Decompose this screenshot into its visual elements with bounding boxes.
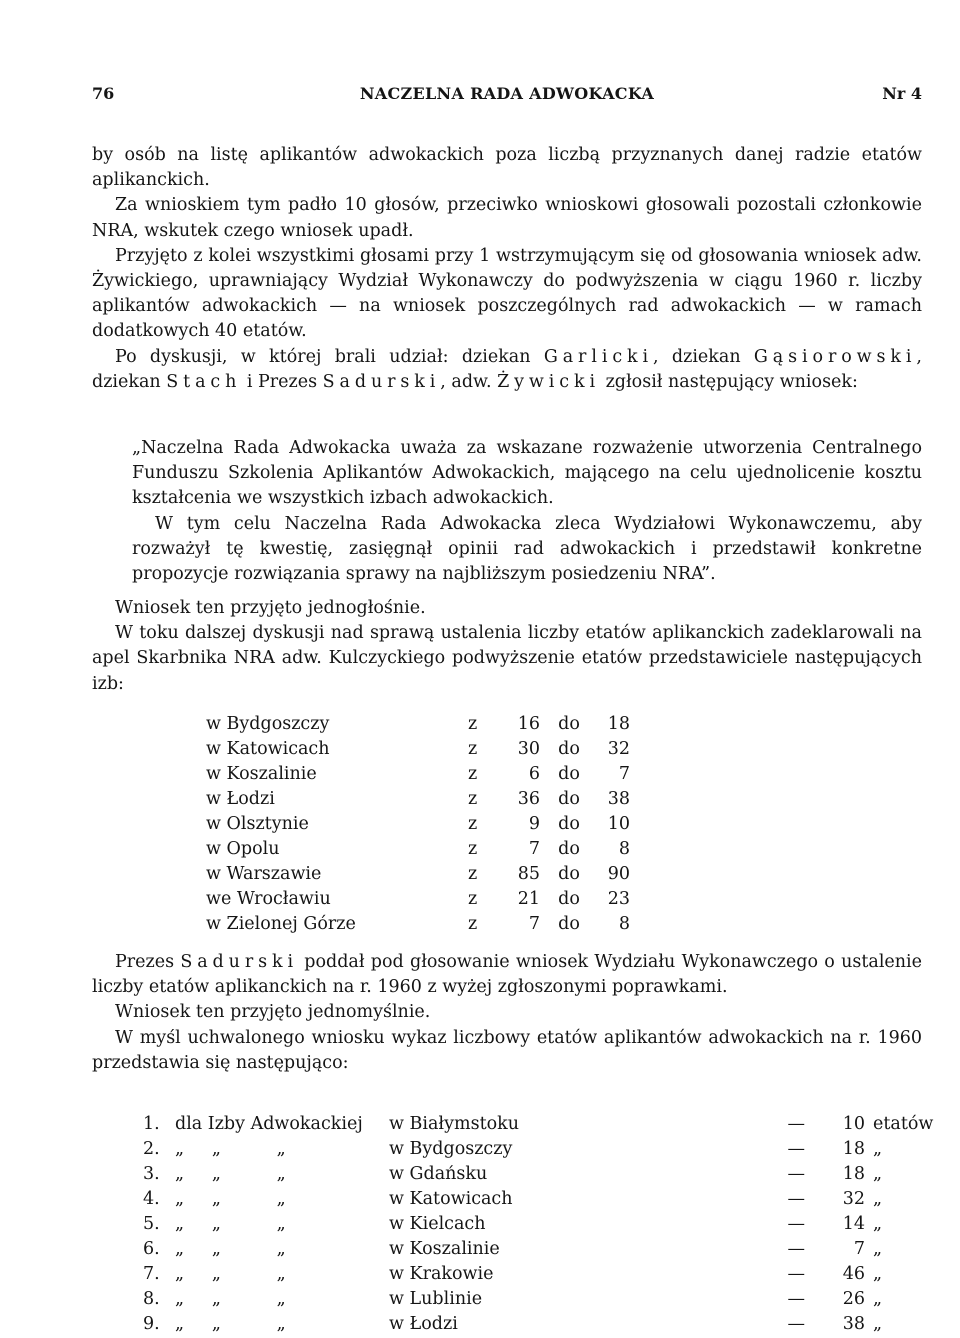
from-word: z: [468, 864, 478, 885]
quota-value: 18: [842, 1138, 865, 1159]
item-number: 9.: [143, 1314, 160, 1335]
from-value: 7: [528, 914, 540, 935]
list-item: [143, 1211, 933, 1236]
chamber-name: w Koszalinie: [206, 763, 317, 784]
paragraph-2: Za wnioskiem tym padło 10 głosów, przeciwko wnioskowi głosowali pozostali członkowie NRA, wskutek czego wniosek upadł.: [92, 195, 922, 241]
to-value: 10: [607, 813, 630, 834]
text-block-top: [92, 143, 922, 395]
table-row: [206, 786, 630, 811]
paragraph-1: by osób na listę aplikantów adwokackich poza liczbą przyznanych danej radzie etatów aplikanckich.: [92, 145, 922, 191]
chamber-prefix: „ „ „: [175, 1188, 286, 1209]
quota-value: 38: [842, 1314, 865, 1335]
to-value: 8: [618, 839, 630, 860]
from-value: 85: [517, 864, 540, 885]
quote-paragraph-1: „Naczelna Rada Adwokacka uważa za wskazane rozważenie utworzenia Centralnego Funduszu Szkolenia Aplikantów Adwokackich, mającego na celu ujednolicenie kosztu kształcenia we wszystkich izbach adwokackich.: [132, 438, 922, 509]
running-header: [92, 84, 922, 108]
to-word: do: [558, 813, 580, 834]
p4-text: , adw.: [440, 371, 498, 392]
chamber-name: w Katowicach: [206, 738, 330, 759]
chamber-place: w Katowicach: [389, 1188, 513, 1209]
list-item: [143, 1186, 933, 1211]
p4-text: zgłosił następujący wniosek:: [600, 371, 858, 392]
table-row: [206, 761, 630, 786]
to-word: do: [558, 889, 580, 910]
table-row: [206, 736, 630, 761]
item-number: 6.: [143, 1239, 160, 1260]
chamber-place: w Krakowie: [389, 1264, 494, 1285]
dash: —: [787, 1138, 805, 1159]
to-word: do: [558, 763, 580, 784]
chamber-prefix: „ „ „: [175, 1138, 286, 1159]
to-word: do: [558, 839, 580, 860]
to-value: 38: [607, 788, 630, 809]
from-value: 7: [528, 839, 540, 860]
dash: —: [787, 1289, 805, 1310]
name-stach: Stach: [166, 371, 242, 392]
item-number: 3.: [143, 1163, 160, 1184]
p4-text: , dziekan: [92, 346, 922, 392]
chamber-prefix: „ „ „: [175, 1239, 286, 1260]
chamber-prefix: „ „ „: [175, 1314, 286, 1335]
chamber-place: w Bydgoszczy: [389, 1138, 513, 1159]
list-item: [143, 1287, 933, 1312]
item-number: 4.: [143, 1188, 160, 1209]
chamber-name: w Zielonej Górze: [206, 914, 356, 935]
name-sadurski: Sadurski: [322, 371, 441, 392]
quota-unit: „: [873, 1188, 883, 1209]
table-row: [206, 887, 630, 912]
paragraph-8: Wniosek ten przyjęto jednomyślnie.: [115, 1002, 431, 1023]
list-item: [143, 1262, 933, 1287]
chamber-name: w Bydgoszczy: [206, 713, 330, 734]
chamber-place: w Lublinie: [389, 1289, 483, 1310]
to-word: do: [558, 738, 580, 759]
table-row: [206, 836, 630, 861]
to-word: do: [558, 713, 580, 734]
quota-unit: „: [873, 1213, 883, 1234]
p4-text: Po dyskusji, w której brali udział: dziekan: [115, 346, 544, 367]
table-row: [206, 862, 630, 887]
name-gasiorowski: Gąsiorowski: [753, 346, 917, 367]
quota-unit: „: [873, 1163, 883, 1184]
dash: —: [787, 1314, 805, 1335]
quote-paragraph-2: W tym celu Naczelna Rada Adwokacka zleca Wydziałowi Wykonawczemu, aby rozważył tę kwestię, zasięgnął opinii rad adwokackich i przedstawił konkretne propozycje rozwiązania sprawy na najbliższym posiedzeniu NRA”.: [132, 513, 922, 585]
issue-number: Nr 4: [882, 84, 922, 103]
increase-table: [206, 711, 630, 937]
quota-value: 7: [853, 1239, 865, 1260]
to-value: 90: [607, 864, 630, 885]
quota-value: 18: [842, 1163, 865, 1184]
name-zywicki: Żywicki: [497, 371, 601, 392]
from-value: 9: [528, 813, 540, 834]
from-value: 30: [517, 738, 540, 759]
chamber-place: w Białymstoku: [389, 1113, 520, 1134]
paragraph-7: [92, 950, 922, 1000]
from-word: z: [468, 763, 478, 784]
quota-value: 26: [842, 1289, 865, 1310]
chamber-prefix: „ „ „: [175, 1289, 286, 1310]
list-item: [143, 1161, 933, 1186]
chamber-name: w Warszawie: [206, 864, 322, 885]
from-word: z: [468, 713, 478, 734]
name-garlicki: Garlicki: [543, 346, 654, 367]
quoted-motion: [92, 436, 922, 587]
p7-text: poddał pod głosowanie wniosek Wydziału Wykonawczego o ustalenie liczby etatów aplikanckich na r. 1960 z wyżej zgłoszonymi poprawkami.: [92, 952, 922, 998]
list-item: [143, 1312, 933, 1337]
p7-text: Prezes: [115, 952, 181, 972]
quota-unit: „: [873, 1314, 883, 1335]
item-number: 1.: [143, 1113, 160, 1134]
p4-text: i Prezes: [241, 371, 323, 392]
item-number: 2.: [143, 1138, 160, 1159]
dash: —: [787, 1163, 805, 1184]
chamber-prefix: „ „ „: [175, 1264, 286, 1285]
p4-text: , dziekan: [653, 346, 754, 367]
chamber-name: we Wrocławiu: [206, 889, 331, 910]
from-value: 21: [517, 889, 540, 910]
chamber-prefix: „ „ „: [175, 1163, 286, 1184]
table-row: [206, 912, 630, 937]
from-word: z: [468, 813, 478, 834]
quota-value: 14: [842, 1213, 865, 1234]
paragraph-3: Przyjęto z kolei wszystkimi głosami przy 1 wstrzymującym się od głosowania wniosek adw. Żywickiego, uprawniający Wydział Wykonawczy do podwyższenia w ciągu 1960 r. liczby aplikantów adwokackich — na wniosek poszczególnych rad adwokackich — w ramach dodatkowych 40 etatów.: [92, 245, 922, 342]
item-number: 7.: [143, 1264, 160, 1285]
to-value: 23: [607, 889, 630, 910]
from-word: z: [468, 889, 478, 910]
to-word: do: [558, 788, 580, 809]
paragraph-6: W toku dalszej dyskusji nad sprawą ustalenia liczby etatów aplikanckich zadeklarowali na apel Skarbnika NRA adw. Kulczyckiego podwyższenie etatów przedstawiciele następujących izb:: [92, 623, 922, 694]
chamber-place: w Kielcach: [389, 1213, 486, 1234]
dash: —: [787, 1264, 805, 1285]
quota-value: 32: [842, 1188, 865, 1209]
chamber-name: w Olsztynie: [206, 813, 309, 834]
to-word: do: [558, 864, 580, 885]
to-value: 7: [618, 763, 630, 784]
paragraph-9: W myśl uchwalonego wniosku wykaz liczbowy etatów aplikantów adwokackich na r. 1960 przedstawia się następująco:: [92, 1027, 922, 1073]
chamber-place: w Łodzi: [389, 1314, 458, 1335]
quota-unit: „: [873, 1289, 883, 1310]
to-value: 32: [607, 738, 630, 759]
paragraph-5: Wniosek ten przyjęto jednogłośnie.: [115, 598, 426, 618]
quota-list: [143, 1111, 933, 1337]
dash: —: [787, 1213, 805, 1234]
journal-title: NACZELNA RADA ADWOKACKA: [359, 84, 655, 103]
quota-value: 10: [842, 1113, 865, 1134]
from-word: z: [468, 839, 478, 860]
table-row: [206, 711, 630, 736]
page-number: 76: [92, 84, 115, 103]
table-row: [206, 811, 630, 836]
from-value: 36: [517, 788, 540, 809]
dash: —: [787, 1239, 805, 1260]
dash: —: [787, 1188, 805, 1209]
quota-unit: „: [873, 1138, 883, 1159]
dash: —: [787, 1113, 805, 1134]
list-item: [143, 1111, 933, 1136]
quota-unit: etatów: [873, 1113, 934, 1134]
quota-unit: „: [873, 1239, 883, 1260]
item-number: 5.: [143, 1213, 160, 1234]
chamber-prefix: dla Izby Adwokackiej: [175, 1113, 363, 1134]
to-value: 8: [618, 914, 630, 935]
list-item: [143, 1136, 933, 1161]
quota-value: 46: [842, 1264, 865, 1285]
text-block-bottom: [92, 950, 922, 1076]
paragraph-4: [92, 345, 922, 395]
name-sadurski: Sadurski: [180, 952, 298, 972]
from-word: z: [468, 914, 478, 935]
chamber-name: w Opolu: [206, 839, 280, 860]
quota-unit: „: [873, 1264, 883, 1285]
from-word: z: [468, 788, 478, 809]
list-item: [143, 1236, 933, 1261]
to-value: 18: [607, 713, 630, 734]
to-word: do: [558, 914, 580, 935]
chamber-name: w Łodzi: [206, 788, 275, 809]
from-value: 16: [517, 713, 540, 734]
chamber-place: w Koszalinie: [389, 1239, 500, 1260]
chamber-place: w Gdańsku: [389, 1163, 488, 1184]
from-word: z: [468, 738, 478, 759]
text-block-middle: [92, 596, 922, 697]
from-value: 6: [528, 763, 540, 784]
chamber-prefix: „ „ „: [175, 1213, 286, 1234]
item-number: 8.: [143, 1289, 160, 1310]
